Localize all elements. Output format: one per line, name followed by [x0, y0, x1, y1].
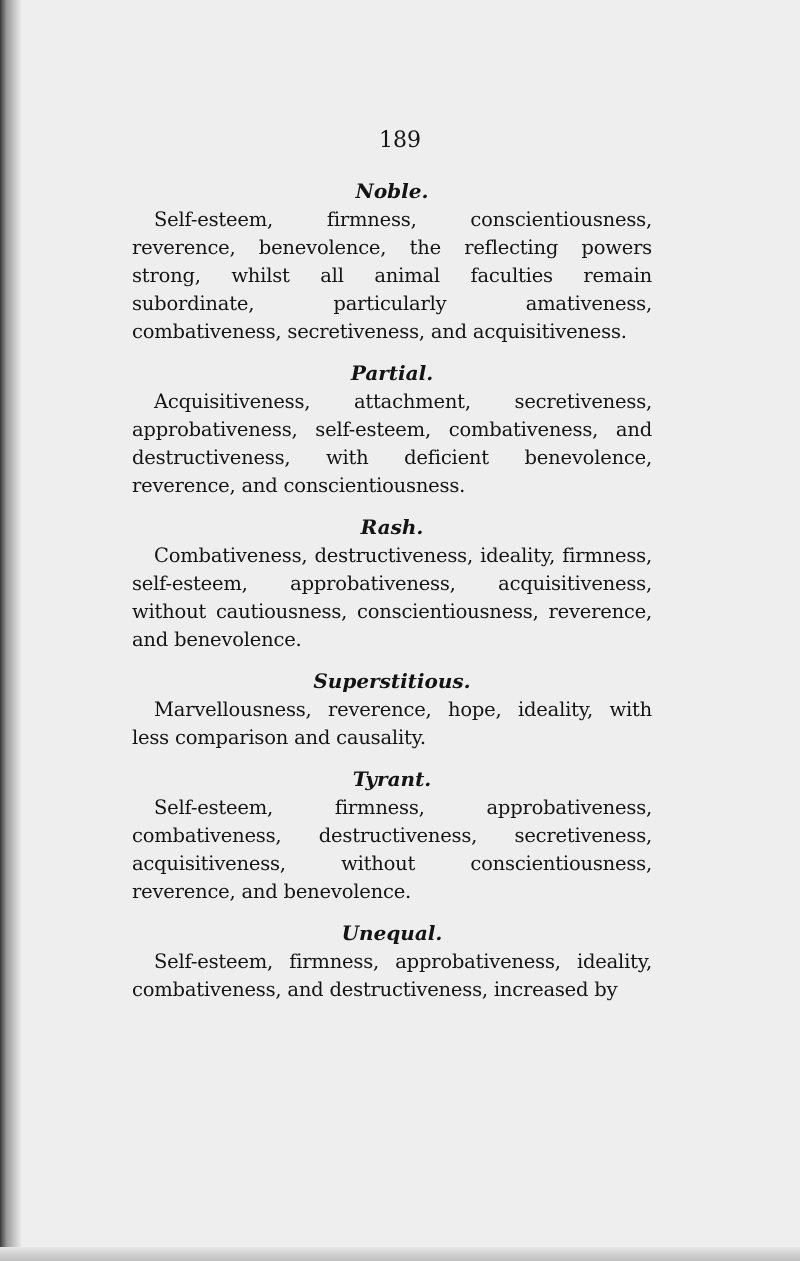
section-heading: Unequal. [341, 921, 443, 945]
section-paragraph: Self-esteem, firmness, conscientiousness, reverence, benevolence, the reflecting powers strong, whilst all animal faculties remain subordinate, particularly amativeness, combativeness, secretiveness, and acquisitiveness. [132, 208, 652, 343]
page-body [132, 176, 652, 1016]
section-heading: Tyrant. [352, 767, 432, 791]
page-number: 189 [379, 128, 421, 153]
section-noble [132, 176, 652, 346]
section-paragraph: Self-esteem, firmness, approbativeness, combativeness, destructiveness, secretiveness, acquisitiveness, without conscientiousness, reverence, and benevolence. [132, 796, 652, 903]
section-rash [132, 512, 652, 654]
section-paragraph: Self-esteem, firmness, approbativeness, ideality, combativeness, and destructiveness, increased by [132, 950, 652, 1001]
section-tyrant [132, 764, 652, 906]
section-heading: Rash. [360, 515, 424, 539]
section-heading: Noble. [355, 179, 429, 203]
section-partial [132, 358, 652, 500]
section-heading: Partial. [350, 361, 434, 385]
section-paragraph: Combativeness, destructiveness, ideality, firmness, self-esteem, approbativeness, acquisitiveness, without cautiousness, conscientiousness, reverence, and benevolence. [132, 544, 652, 651]
section-paragraph: Acquisitiveness, attachment, secretiveness, approbativeness, self-esteem, combativeness, and destructiveness, with deficient benevolence, reverence, and conscientiousness. [132, 390, 652, 497]
section-heading: Superstitious. [313, 669, 471, 693]
section-superstitious [132, 666, 652, 752]
section-unequal [132, 918, 652, 1004]
section-paragraph: Marvellousness, reverence, hope, ideality, with less comparison and causality. [132, 698, 652, 749]
